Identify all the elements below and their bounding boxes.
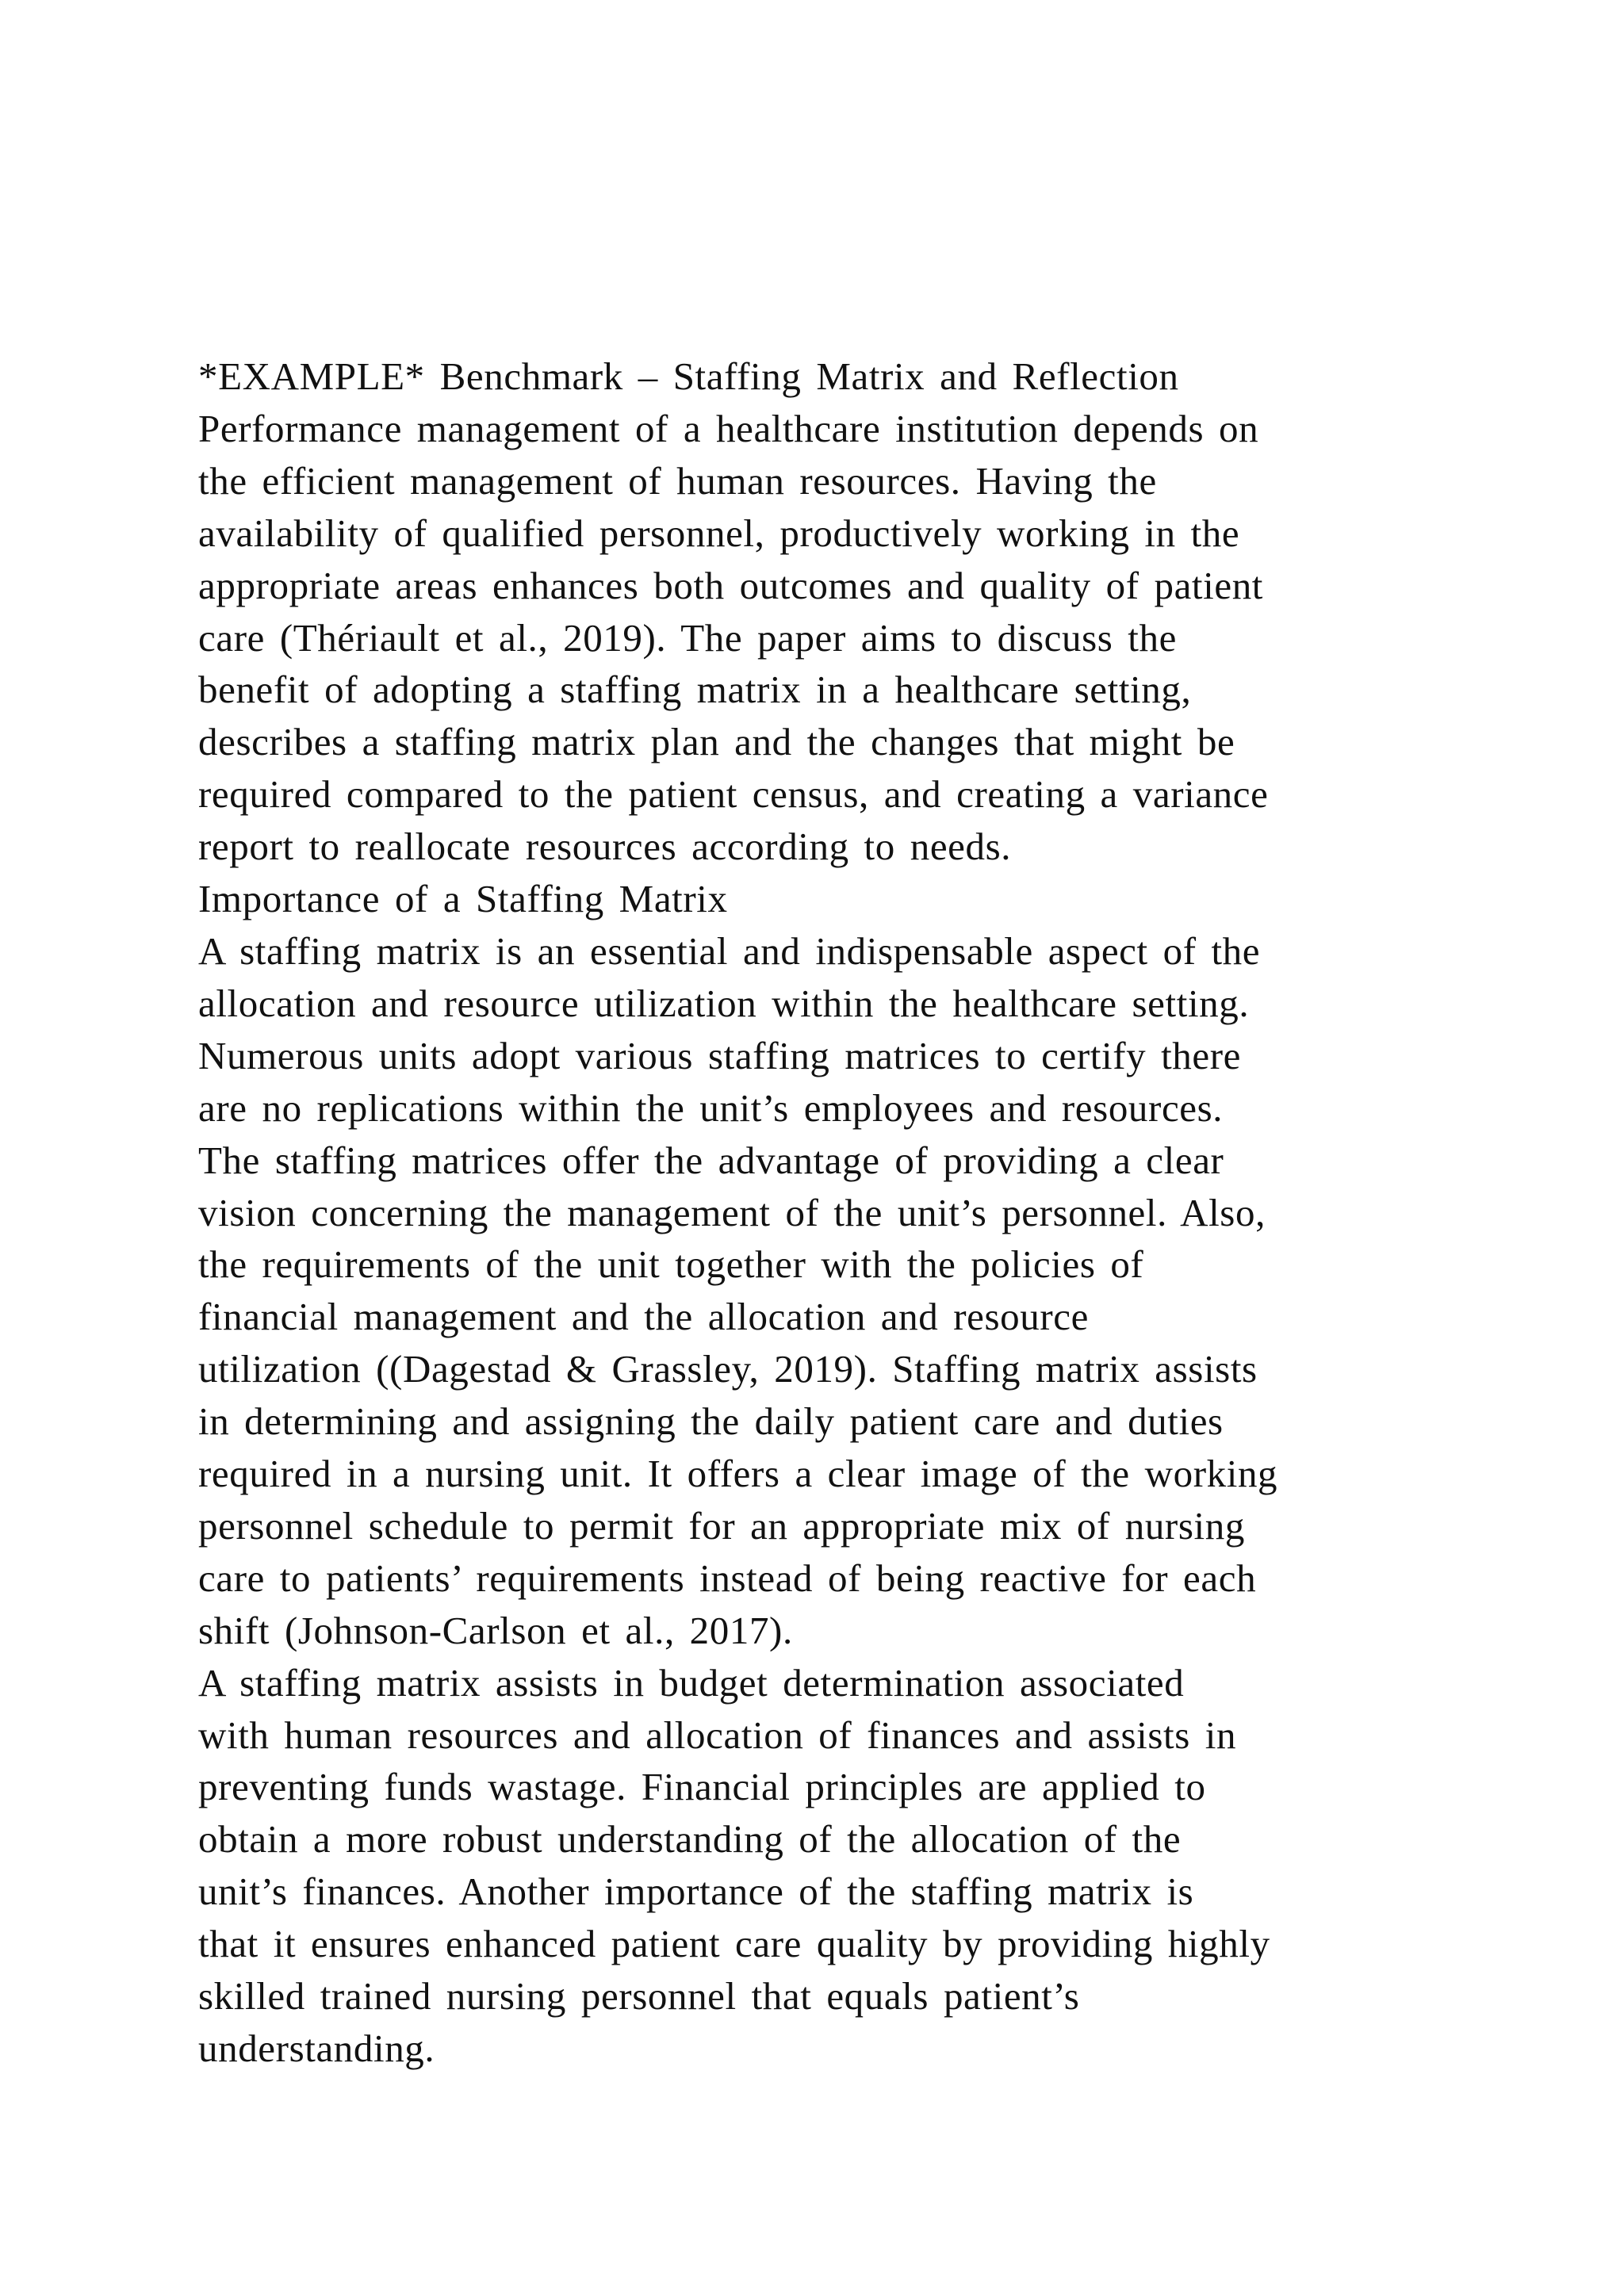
text-line: report to reallocate resources according to needs. [198, 825, 1012, 869]
text-line: care (Thériault et al., 2019). The paper aims to discuss the [198, 615, 1177, 660]
text-line: shift (Johnson-Carlson et al., 2017). [198, 1608, 793, 1652]
text-line: A staffing matrix assists in budget determination associated [198, 1660, 1185, 1705]
text-line: preventing funds wastage. Financial principles are applied to [198, 1765, 1206, 1809]
text-line: are no replications within the unit’s employees and resources. [198, 1085, 1224, 1130]
text-line: required compared to the patient census, and creating a variance [198, 772, 1269, 817]
text-line: the requirements of the unit together with the policies of [198, 1242, 1144, 1287]
text-line: A staffing matrix is an essential and indispensable aspect of the [198, 928, 1261, 973]
text-line: unit’s finances. Another importance of the staffing matrix is [198, 1869, 1194, 1914]
text-line: with human resources and allocation of finances and assists in [198, 1712, 1237, 1757]
text-line: required in a nursing unit. It offers a clear image of the working [198, 1452, 1278, 1496]
text-line: utilization ((Dagestad & Grassley, 2019). Staffing matrix assists [198, 1347, 1258, 1391]
text-line: Performance management of a healthcare institution depends on [198, 406, 1259, 450]
text-line: benefit of adopting a staffing matrix in a healthcare setting, [198, 668, 1192, 712]
text-line: availability of qualified personnel, productively working in the [198, 511, 1240, 555]
text-line: the efficient management of human resources. Having the [198, 458, 1157, 503]
text-line: obtain a more robust understanding of the allocation of the [198, 1817, 1182, 1862]
text-line: in determining and assigning the daily patient care and duties [198, 1399, 1224, 1444]
text-line: understanding. [198, 2026, 435, 2070]
text-line: skilled trained nursing personnel that equals patient’s [198, 1974, 1080, 2019]
text-line: appropriate areas enhances both outcomes and quality of patient [198, 563, 1264, 607]
text-line: vision concerning the management of the unit’s personnel. Also, [198, 1190, 1266, 1234]
title-line: *EXAMPLE* Benchmark – Staffing Matrix and Reflection [198, 354, 1179, 398]
document-body [198, 350, 1515, 2075]
text-line: personnel schedule to permit for an appropriate mix of nursing [198, 1503, 1245, 1548]
section-heading: Importance of a Staffing Matrix [198, 877, 728, 921]
text-line: Numerous units adopt various staffing matrices to certify there [198, 1033, 1242, 1077]
text-line: care to patients’ requirements instead of being reactive for each [198, 1556, 1257, 1600]
text-line: allocation and resource utilization within the healthcare setting. [198, 981, 1250, 1025]
text-line: financial management and the allocation and resource [198, 1295, 1089, 1339]
text-line: The staffing matrices offer the advantage of providing a clear [198, 1138, 1224, 1182]
text-line: that it ensures enhanced patient care quality by providing highly [198, 1922, 1270, 1966]
text-line: describes a staffing matrix plan and the changes that might be [198, 720, 1235, 764]
